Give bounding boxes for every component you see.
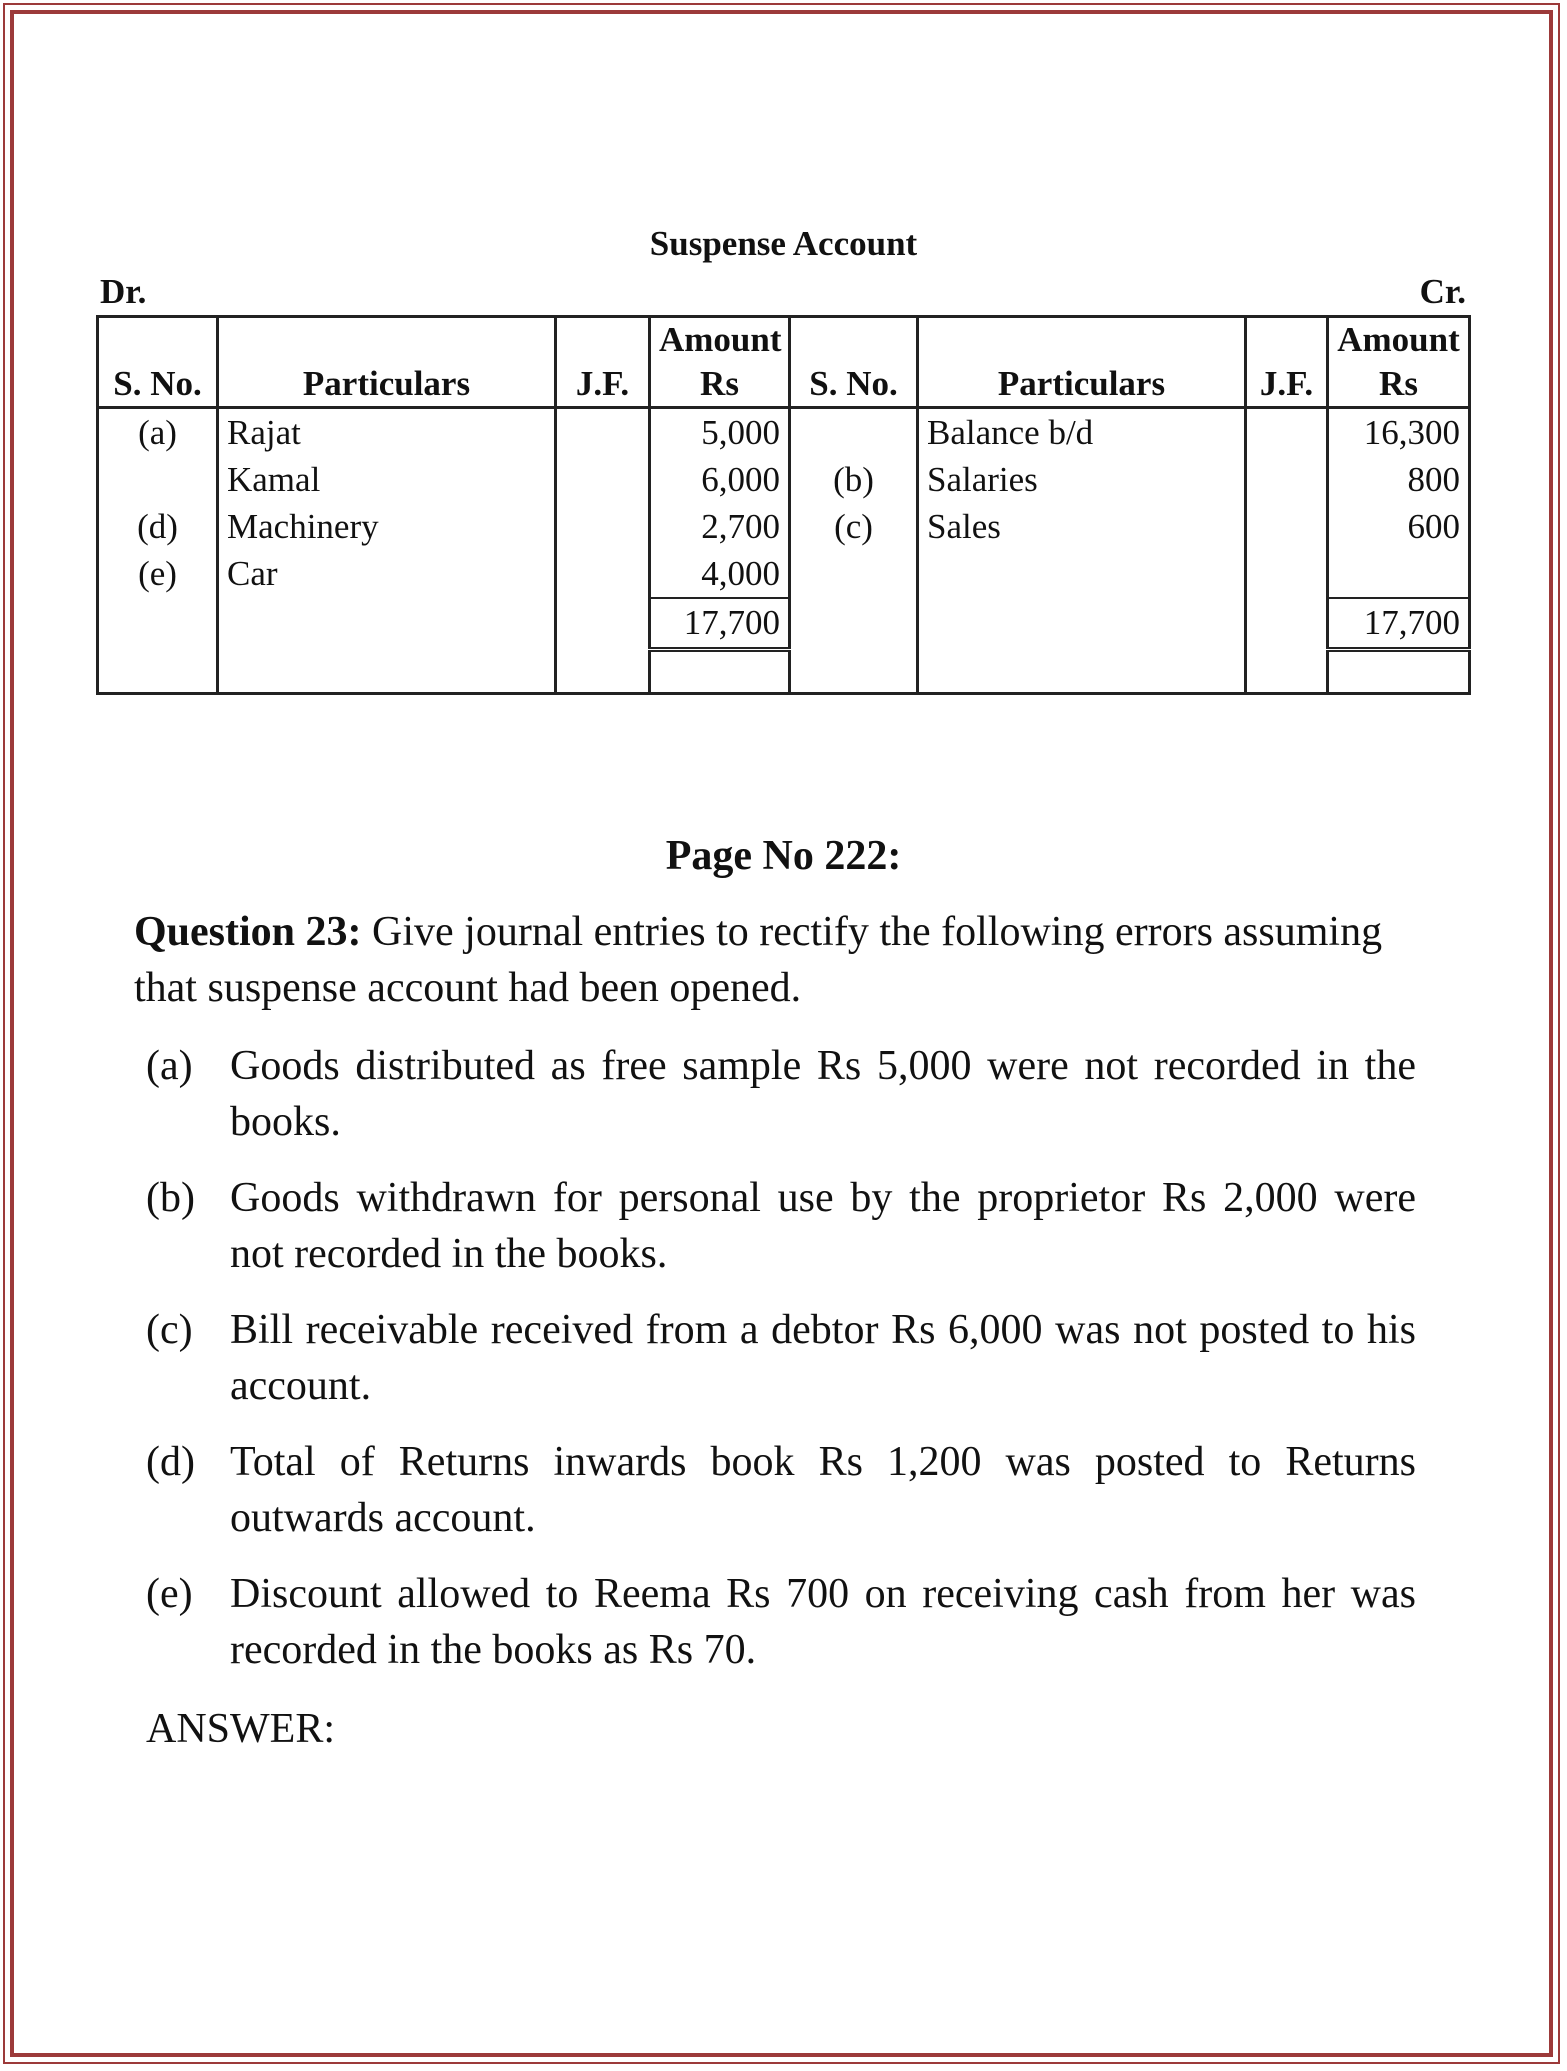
cr-amount: 600	[1328, 503, 1470, 550]
list-item	[146, 1038, 1416, 1150]
cr-jf	[1246, 503, 1328, 550]
suspense-account-table	[96, 315, 1471, 695]
dr-particulars: Kamal	[218, 456, 556, 503]
cr-amount: 16,300	[1328, 408, 1470, 457]
question-text	[134, 904, 1434, 1016]
item-label: (e)	[146, 1571, 193, 1617]
header-particulars-cr: Particulars	[918, 317, 1246, 408]
item-text: Discount allowed to Reema Rs 700 on receiving cash from her was recorded in the books as Rs 70.	[230, 1571, 1416, 1673]
item-text: Goods distributed as free sample Rs 5,000 were not recorded in the books.	[230, 1043, 1416, 1145]
header-amount-cr-label: Amount	[1337, 320, 1460, 359]
header-sno-dr: S. No.	[98, 317, 218, 408]
cr-particulars	[918, 550, 1246, 598]
cr-sno: (b)	[790, 456, 918, 503]
dr-jf	[556, 550, 650, 598]
cr-sno: (c)	[790, 503, 918, 550]
item-label: (a)	[146, 1043, 193, 1089]
total-row	[98, 598, 1470, 650]
dr-amount: 4,000	[650, 550, 790, 598]
table-header-row	[98, 317, 1470, 408]
answer-label: ANSWER:	[146, 1706, 335, 1752]
header-jf-cr: J.F.	[1246, 317, 1328, 408]
question-body: Give journal entries to rectify the following errors assuming that suspense account had been opened.	[134, 909, 1383, 1011]
item-label: (c)	[146, 1307, 193, 1353]
cr-particulars: Salaries	[918, 456, 1246, 503]
dr-sno: (e)	[98, 550, 218, 598]
header-rs-dr: Rs	[700, 364, 739, 403]
dr-jf	[556, 408, 650, 457]
list-item	[146, 1170, 1416, 1282]
dr-jf	[556, 456, 650, 503]
table-row	[98, 456, 1470, 503]
cr-jf	[1246, 456, 1328, 503]
dr-sno: (d)	[98, 503, 218, 550]
table-bottom-row	[98, 650, 1470, 694]
cr-amount	[1328, 550, 1470, 598]
list-item	[146, 1434, 1416, 1546]
header-sno-cr: S. No.	[790, 317, 918, 408]
item-text: Bill receivable received from a debtor Rs 6,000 was not posted to his account.	[230, 1307, 1416, 1409]
debit-label: Dr.	[100, 272, 147, 311]
table-row	[98, 550, 1470, 598]
table-row	[98, 503, 1470, 550]
page-number-heading: Page No 222:	[665, 833, 902, 879]
cr-particulars: Sales	[918, 503, 1246, 550]
header-amount-cr	[1328, 317, 1470, 408]
header-amount-dr-label: Amount	[659, 320, 782, 359]
account-title: Suspense Account	[649, 224, 918, 263]
dr-sno	[98, 456, 218, 503]
dr-particulars: Car	[218, 550, 556, 598]
item-label: (b)	[146, 1175, 195, 1221]
error-list	[146, 1038, 1416, 1698]
item-label: (d)	[146, 1439, 195, 1485]
cr-sno	[790, 408, 918, 457]
header-jf-dr: J.F.	[556, 317, 650, 408]
item-text: Total of Returns inwards book Rs 1,200 was posted to Returns outwards account.	[230, 1439, 1416, 1541]
cr-particulars: Balance b/d	[918, 408, 1246, 457]
dr-amount: 2,700	[650, 503, 790, 550]
list-item	[146, 1302, 1416, 1414]
header-rs-cr: Rs	[1379, 364, 1418, 403]
dr-amount: 6,000	[650, 456, 790, 503]
cr-amount: 800	[1328, 456, 1470, 503]
cr-jf	[1246, 550, 1328, 598]
dr-particulars: Machinery	[218, 503, 556, 550]
question-label: Question 23:	[134, 909, 362, 955]
credit-label: Cr.	[1419, 272, 1466, 311]
dr-particulars: Rajat	[218, 408, 556, 457]
header-amount-dr	[650, 317, 790, 408]
dr-total: 17,700	[650, 598, 790, 650]
table-row	[98, 408, 1470, 457]
dr-amount: 5,000	[650, 408, 790, 457]
dr-sno: (a)	[98, 408, 218, 457]
item-text: Goods withdrawn for personal use by the proprietor Rs 2,000 were not recorded in the books.	[230, 1175, 1416, 1277]
dr-jf	[556, 503, 650, 550]
cr-total: 17,700	[1328, 598, 1470, 650]
cr-jf	[1246, 408, 1328, 457]
list-item	[146, 1566, 1416, 1678]
header-particulars-dr: Particulars	[218, 317, 556, 408]
cr-sno	[790, 550, 918, 598]
